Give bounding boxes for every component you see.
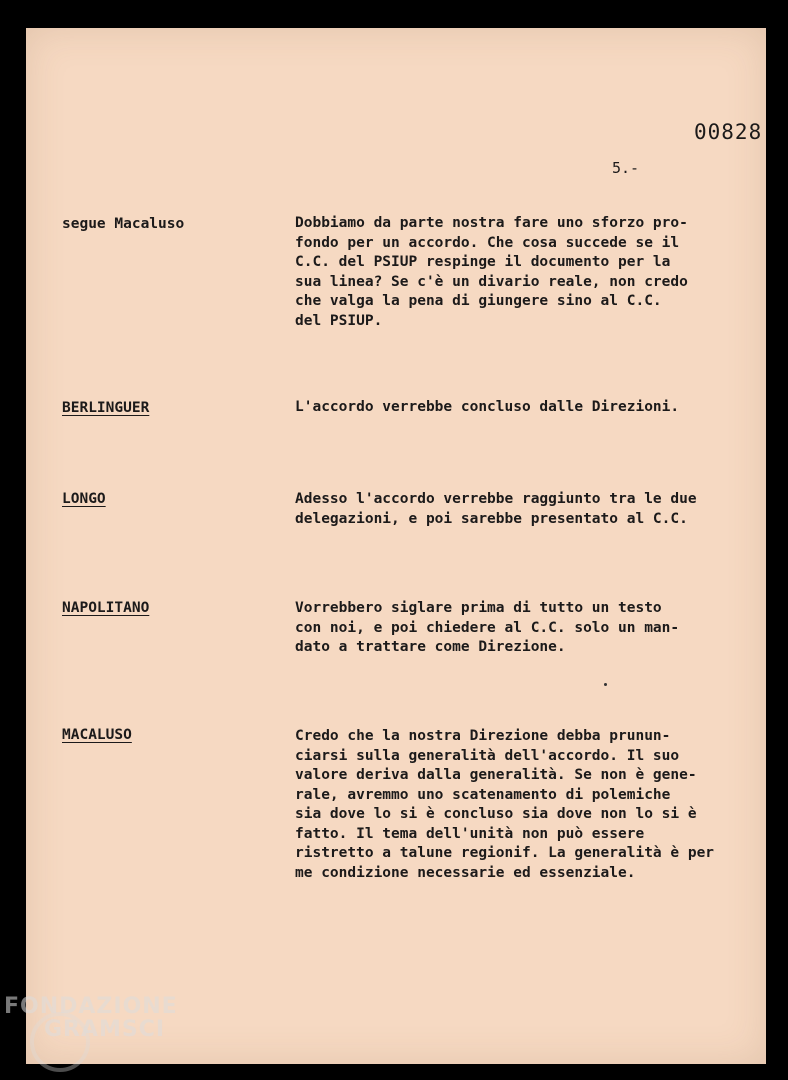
document-page <box>26 28 766 1064</box>
speaker-label: NAPOLITANO <box>62 600 150 616</box>
speech-line: sua linea? Se c'è un divario reale, non credo <box>295 273 688 290</box>
page-number: 5.- <box>612 159 640 177</box>
ink-dot <box>604 683 607 686</box>
document-number: 00828 <box>694 120 763 144</box>
speech-line: che valga la pena di giungere sino al C.C. <box>295 293 662 309</box>
speech-line: valore deriva dalla generalità. Se non è gene- <box>295 767 697 783</box>
speech-text <box>295 727 757 883</box>
speech-line: Vorrebbero siglare prima di tutto un testo <box>295 600 662 616</box>
speech-line: ristretto a talune regionif. La generalità è per <box>295 845 715 861</box>
speech-text <box>295 214 757 331</box>
speech-line: Adesso l'accordo verrebbe raggiunto tra le due <box>295 491 697 507</box>
speech-line: del PSIUP. <box>295 312 383 329</box>
speech-line: fatto. Il tema dell'unità non può essere <box>295 825 645 842</box>
speech-line: delegazioni, e poi sarebbe presentato al C.C. <box>295 510 688 527</box>
speaker-label: MACALUSO <box>62 727 132 743</box>
watermark-line-2: GRAMSCI <box>44 1017 166 1042</box>
speech-line: Credo che la nostra Direzione debba prunun- <box>295 728 671 744</box>
speech-line: me condizione necessarie ed essenziale. <box>295 864 636 881</box>
watermark-line-1: FONDAZIONE <box>4 994 178 1019</box>
speech-line: ciarsi sulla generalità dell'accordo. Il suo <box>295 747 680 764</box>
speech-line: sia dove lo si è concluso sia dove non lo si è <box>295 806 697 822</box>
speech-line: L'accordo verrebbe concluso dalle Direzioni. <box>295 399 680 415</box>
speech-line: Dobbiamo da parte nostra fare uno sforzo pro- <box>295 215 688 231</box>
speech-line: rale, avremmo uno scatenamento di polemiche <box>295 786 671 803</box>
speaker-label: segue Macaluso <box>62 216 185 232</box>
speaker-label: BERLINGUER <box>62 400 150 416</box>
watermark <box>4 994 178 1042</box>
speech-text <box>295 398 757 418</box>
speaker-label: LONGO <box>62 491 106 507</box>
speech-text <box>295 599 757 658</box>
speech-line: fondo per un accordo. Che cosa succede se il <box>295 234 680 251</box>
speech-line: dato a trattare come Direzione. <box>295 639 566 655</box>
speech-text <box>295 490 757 529</box>
speech-line: con noi, e poi chiedere al C.C. solo un man- <box>295 619 680 636</box>
speech-line: C.C. del PSIUP respinge il documento per la <box>295 254 671 270</box>
